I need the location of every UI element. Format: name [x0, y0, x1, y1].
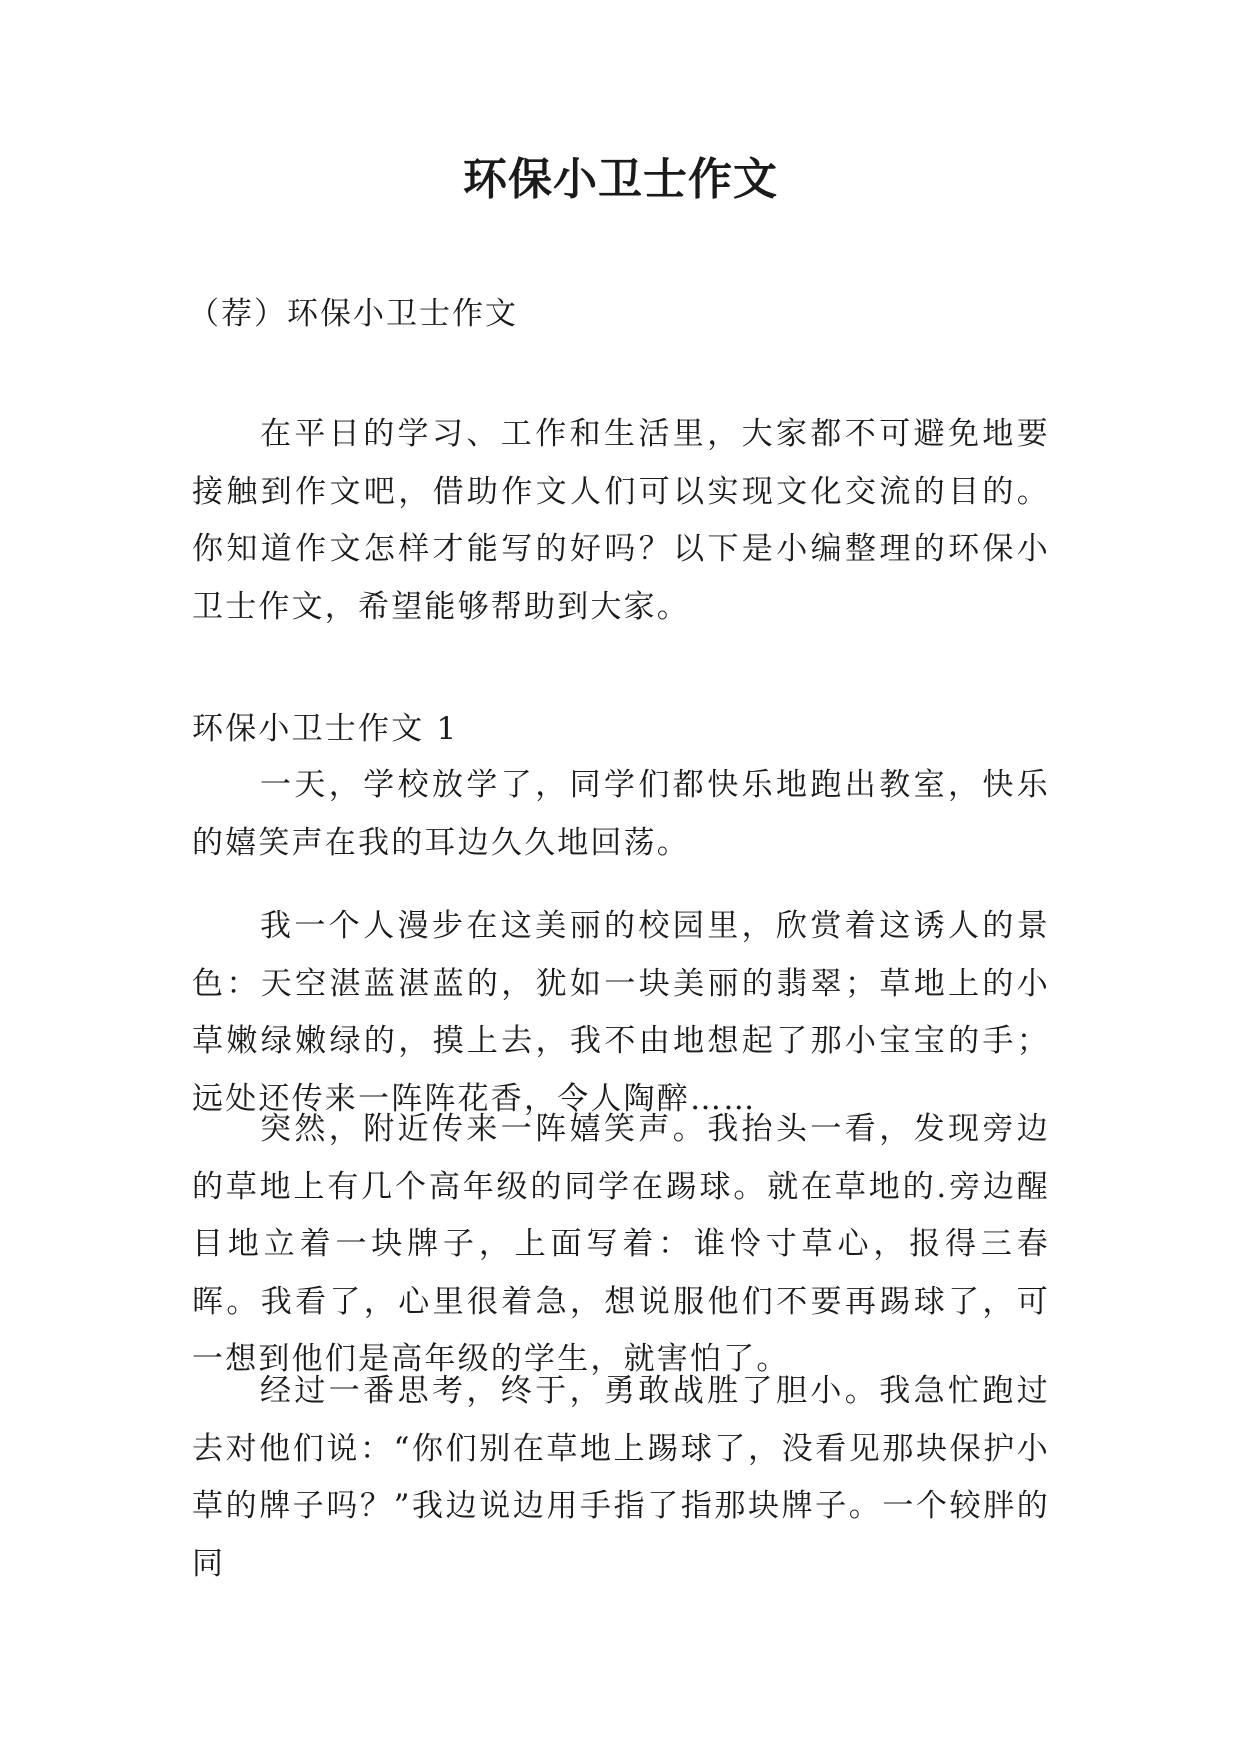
body-paragraph: 突然，附近传来一阵嬉笑声。我抬头一看，发现旁边的草地上有几个高年级的同学在踢球。就在草地的.旁边醒目地立着一块牌子，上面写着：谁怜寸草心，报得三春晖。我看了，心里很着急，想说服他们不要再踢球了，可一想到他们是高年级的学生，就害怕了。: [192, 1111, 1050, 1377]
body-paragraph: 经过一番思考，终于，勇敢战胜了胆小。我急忙跑过去对他们说：“你们别在草地上踢球了，没看见那块保护小草的牌子吗？”我边说边用手指了指那块牌子。一个较胖的同: [192, 1373, 1050, 1582]
intro-paragraph: 在平日的学习、工作和生活里，大家都不可避免地要接触到作文吧，借助作文人们可以实现文化交流的目的。你知道作文怎样才能写的好吗？以下是小编整理的环保小卫士作文，希望能够帮助到大家。: [192, 416, 1050, 625]
document-title: 环保小卫士作文: [463, 154, 778, 205]
document-subtitle: （荐）环保小卫士作文: [188, 296, 518, 332]
body-paragraph: 一天，学校放学了，同学们都快乐地跑出教室，快乐的嬉笑声在我的耳边久久地回荡。: [192, 767, 1050, 861]
section-heading: 环保小卫士作文 1: [192, 711, 459, 747]
body-paragraph: 我一个人漫步在这美丽的校园里，欣赏着这诱人的景色：天空湛蓝湛蓝的，犹如一块美丽的翡翠；草地上的小草嫩绿嫩绿的，摸上去，我不由地想起了那小宝宝的手；远处还传来一阵阵花香，令人陶醉……: [192, 908, 1050, 1117]
